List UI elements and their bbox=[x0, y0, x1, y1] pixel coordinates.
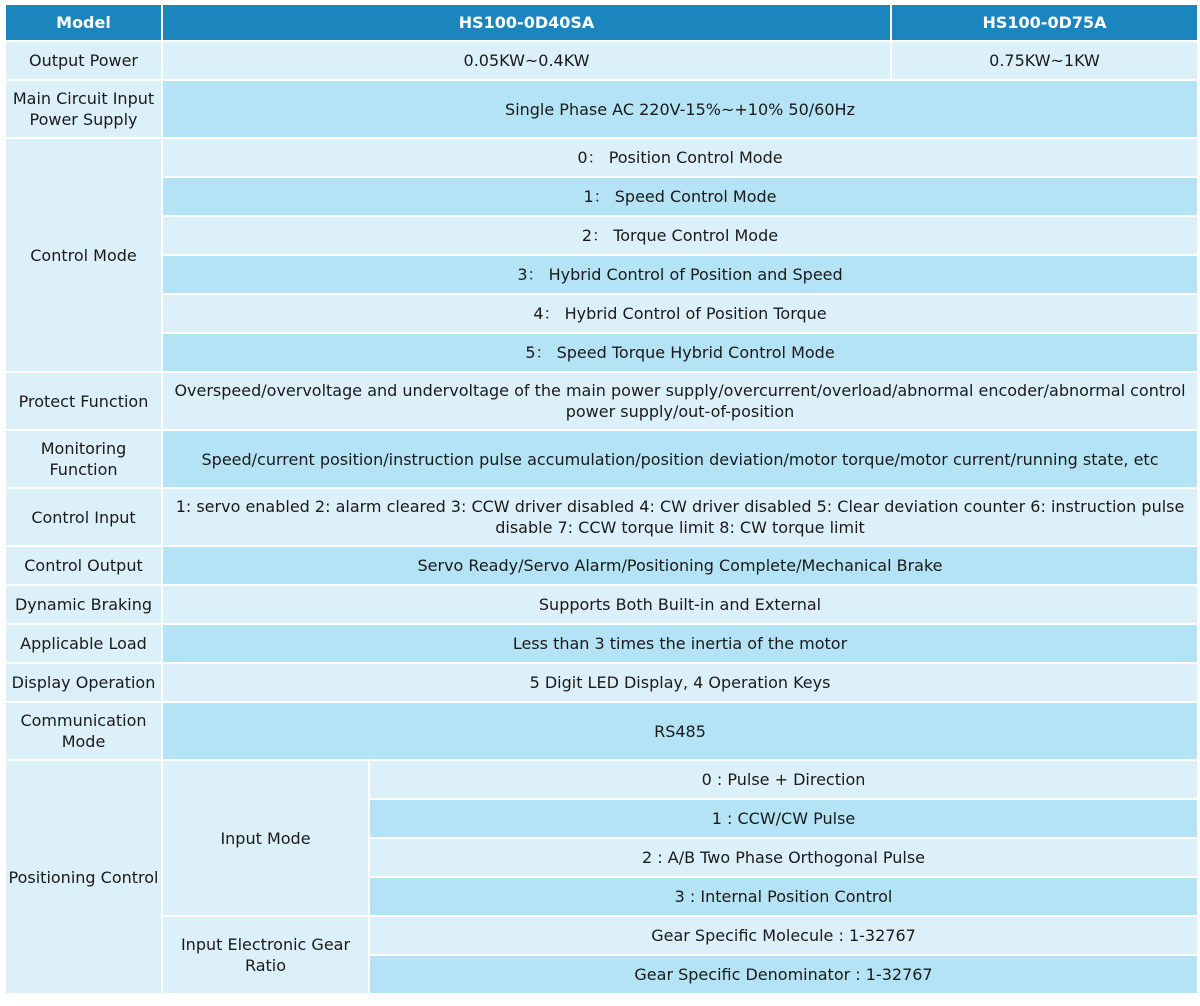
positioning-control-row bbox=[6, 761, 1197, 798]
input-mode-label: Input Mode bbox=[163, 761, 368, 915]
control-input-row bbox=[6, 489, 1197, 545]
output-power-row bbox=[6, 42, 1197, 79]
control-mode-item: 2： Torque Control Mode bbox=[163, 217, 1197, 254]
monitoring-function-row bbox=[6, 431, 1197, 487]
input-mode-item: 3 : Internal Position Control bbox=[370, 878, 1197, 915]
dynamic-braking-row bbox=[6, 586, 1197, 623]
monitoring-function-value: Speed/current position/instruction pulse accumulation/position deviation/motor torque/motor current/running state, etc bbox=[163, 431, 1197, 487]
communication-mode-value: RS485 bbox=[163, 703, 1197, 759]
control-input-label: Control Input bbox=[6, 489, 161, 545]
control-mode-row bbox=[6, 217, 1197, 254]
input-mode-item: 0 : Pulse + Direction bbox=[370, 761, 1197, 798]
model-b-header: HS100-0D75A bbox=[892, 5, 1197, 40]
communication-mode-label: Communication Mode bbox=[6, 703, 161, 759]
gear-ratio-label: Input Electronic Gear Ratio bbox=[163, 917, 368, 993]
output-power-label: Output Power bbox=[6, 42, 161, 79]
header-row bbox=[6, 5, 1197, 40]
input-mode-item: 2 : A/B Two Phase Orthogonal Pulse bbox=[370, 839, 1197, 876]
control-mode-item: 5： Speed Torque Hybrid Control Mode bbox=[163, 334, 1197, 371]
applicable-load-value: Less than 3 times the inertia of the motor bbox=[163, 625, 1197, 662]
output-power-b: 0.75KW~1KW bbox=[892, 42, 1197, 79]
control-mode-row bbox=[6, 139, 1197, 176]
display-operation-label: Display Operation bbox=[6, 664, 161, 701]
control-mode-row bbox=[6, 334, 1197, 371]
model-header: Model bbox=[6, 5, 161, 40]
control-mode-item: 4： Hybrid Control of Position Torque bbox=[163, 295, 1197, 332]
protect-function-label: Protect Function bbox=[6, 373, 161, 429]
positioning-control-label: Positioning Control bbox=[6, 761, 161, 993]
spec-table bbox=[4, 3, 1199, 995]
communication-mode-row bbox=[6, 703, 1197, 759]
main-circuit-label: Main Circuit Input Power Supply bbox=[6, 81, 161, 137]
control-output-value: Servo Ready/Servo Alarm/Positioning Complete/Mechanical Brake bbox=[163, 547, 1197, 584]
control-mode-row bbox=[6, 295, 1197, 332]
dynamic-braking-value: Supports Both Built-in and External bbox=[163, 586, 1197, 623]
control-mode-label: Control Mode bbox=[6, 139, 161, 371]
control-mode-item: 3： Hybrid Control of Position and Speed bbox=[163, 256, 1197, 293]
control-mode-row bbox=[6, 256, 1197, 293]
control-mode-row bbox=[6, 178, 1197, 215]
applicable-load-label: Applicable Load bbox=[6, 625, 161, 662]
control-input-value: 1: servo enabled 2: alarm cleared 3: CCW driver disabled 4: CW driver disabled 5: Clear deviation counter 6: instruction pulse disable 7: CCW torque limit 8: CW torque limit bbox=[163, 489, 1197, 545]
positioning-control-row bbox=[6, 917, 1197, 954]
protect-function-row bbox=[6, 373, 1197, 429]
main-circuit-row bbox=[6, 81, 1197, 137]
model-a-header: HS100-0D40SA bbox=[163, 5, 890, 40]
display-operation-row bbox=[6, 664, 1197, 701]
gear-ratio-item: Gear Specific Molecule : 1-32767 bbox=[370, 917, 1197, 954]
applicable-load-row bbox=[6, 625, 1197, 662]
control-mode-item: 0： Position Control Mode bbox=[163, 139, 1197, 176]
dynamic-braking-label: Dynamic Braking bbox=[6, 586, 161, 623]
gear-ratio-item: Gear Specific Denominator : 1-32767 bbox=[370, 956, 1197, 993]
protect-function-value: Overspeed/overvoltage and undervoltage of the main power supply/overcurrent/overload/abnormal encoder/abnormal control power supply/out-of-position bbox=[163, 373, 1197, 429]
monitoring-function-label: Monitoring Function bbox=[6, 431, 161, 487]
input-mode-item: 1 : CCW/CW Pulse bbox=[370, 800, 1197, 837]
main-circuit-value: Single Phase AC 220V-15%~+10% 50/60Hz bbox=[163, 81, 1197, 137]
control-output-row bbox=[6, 547, 1197, 584]
control-output-label: Control Output bbox=[6, 547, 161, 584]
output-power-a: 0.05KW~0.4KW bbox=[163, 42, 890, 79]
display-operation-value: 5 Digit LED Display, 4 Operation Keys bbox=[163, 664, 1197, 701]
control-mode-item: 1： Speed Control Mode bbox=[163, 178, 1197, 215]
